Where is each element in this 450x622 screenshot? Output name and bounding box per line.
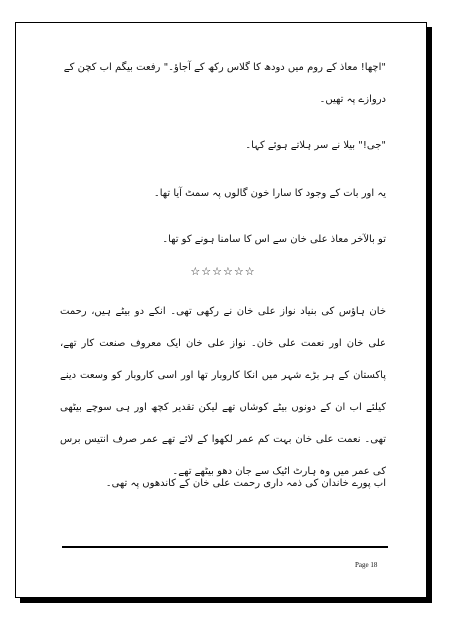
section-separator: ☆☆☆☆☆☆ bbox=[190, 265, 256, 278]
footer-rule bbox=[62, 546, 388, 548]
paragraph-2: "جی!" بیلا نے سر ہلاتے ہوئے کہا۔ bbox=[245, 140, 386, 151]
paragraph-4: تو بالآخر معاذ علی خان سے اس کا سامنا ہونے کو تھا۔ bbox=[162, 234, 386, 245]
paragraph-3: یہ اور بات کے وجود کا سارا خون گالوں پہ سمٹ آیا تھا۔ bbox=[153, 188, 386, 199]
page-number: Page 18 bbox=[355, 561, 378, 569]
paragraph-6: اب پورے خاندان کی ذمہ داری رحمت علی خان کے کاندھوں پہ تھی۔ bbox=[105, 478, 386, 489]
paragraph-1: "اچھا! معاذ کے روم میں دودھ کا گلاس رکھ کے آجاؤ۔" رفعت بیگم اب کچن کے دروازے پہ تھیں۔ bbox=[63, 62, 386, 105]
paragraph-5: خان ہاؤس کی بنیاد نواز علی خان نے رکھی تھی۔ انکے دو بیٹے ہیں، رحمت علی خان اور نعمت علی خان۔ نواز علی خان ایک معروف صنعت کار تھے، پاکستان کے ہر بڑے شہر میں انکا کاروبار تھا اور اسی کاروبار کو وسعت دینے کیلئے اب ان کے دونوں بیٹے کوشاں تھے لیکن تقدیر کچھ اور ہی سوچے بیٹھی تھی۔ نعمت علی خان بہت کم عمر لکھوا کے لائے تھے عمر صرف انتیس برس کی عمر میں وہ ہارٹ اٹیک سے جان دھو بیٹھے تھے۔ bbox=[60, 306, 386, 477]
